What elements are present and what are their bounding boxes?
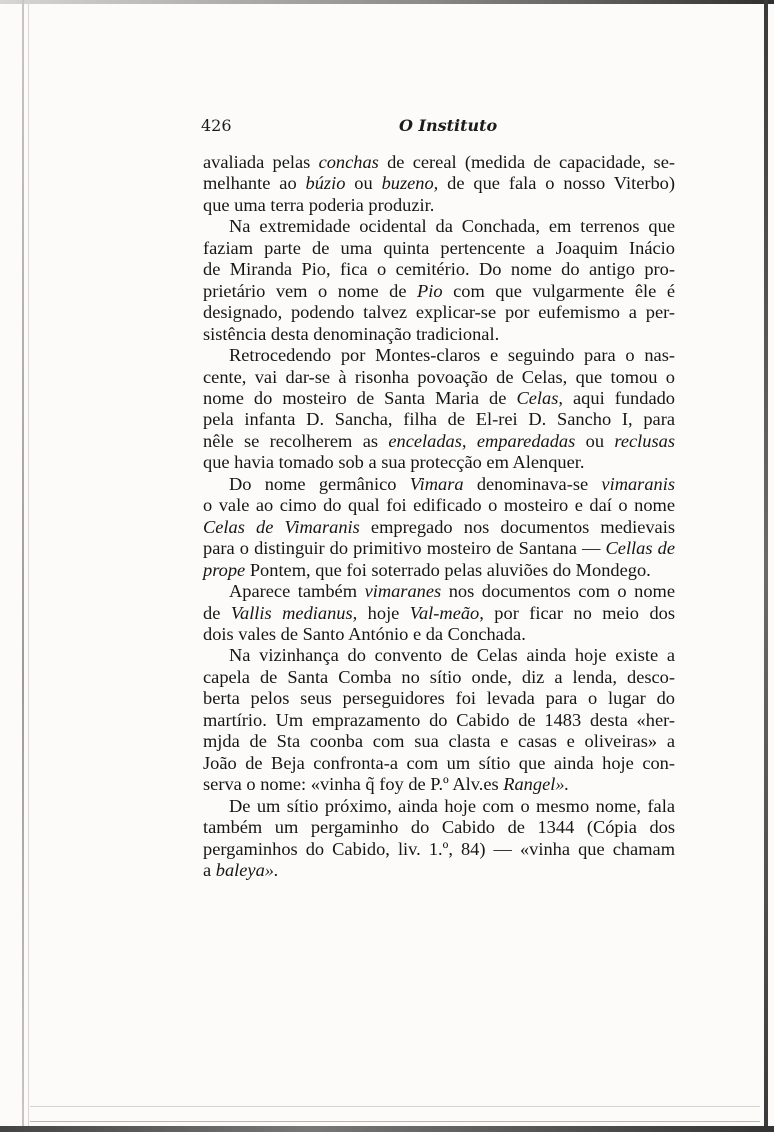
page-header (201, 116, 675, 140)
text-line: nêle se recolherem as enceladas, emparedadas ou reclusas (203, 430, 675, 451)
text-line: designado, podendo talvez explicar-se por eufemismo a per- (203, 302, 675, 323)
paragraph (203, 152, 675, 216)
text-line: a baleya». (203, 859, 279, 880)
page-number: 426 (201, 116, 232, 135)
text-line: martírio. Um emprazamento do Cabido de 1483 desta «her- (203, 709, 675, 730)
text-line: De um sítio próximo, ainda hoje com o mesmo nome, fala (229, 795, 675, 816)
paragraph (203, 474, 675, 581)
text-line: sistência desta denominação tradicional. (203, 323, 500, 344)
text-line: avaliada pelas conchas de cereal (medida de capacidade, se- (203, 152, 675, 172)
text-line: capela de Santa Comba no sítio onde, diz a lenda, desco- (203, 666, 675, 687)
scan-edge-left-inner (28, 0, 29, 1132)
paragraph (203, 216, 675, 345)
text-line: Celas de Vimaranis empregado nos documentos medievais (203, 516, 675, 537)
text-line: de Miranda Pio, fica o cemitério. Do nome do antigo pro- (203, 259, 675, 280)
text-line: prietário vem o nome de Pio com que vulgarmente êle é (203, 280, 675, 301)
text-line: faziam parte de uma quinta pertencente a Joaquim Inácio (203, 237, 675, 258)
text-line: dois vales de Santo António e da Conchada. (203, 623, 526, 644)
text-line: prope Pontem, que foi soterrado pelas aluviões do Mondego. (203, 559, 651, 580)
scan-edge-bottom (30, 1106, 760, 1122)
paragraph (203, 645, 675, 795)
text-line: mjda de Sta coonba com sua clasta e casas e oliveiras» a (203, 731, 675, 752)
text-line: Retrocedendo por Montes-claros e seguindo para o nas- (229, 345, 675, 366)
text-line: pela infanta D. Sancha, filha de El-rei D. Sancho I, para (203, 409, 675, 430)
text-line: pergaminhos do Cabido, liv. 1.º, 84) — «vinha que chamam (203, 838, 675, 859)
text-line: melhante ao búzio ou buzeno, de que fala o nosso Viterbo) (203, 173, 675, 194)
text-line: também um pergaminho do Cabido de 1344 (Cópia dos (203, 817, 675, 838)
text-line: serva o nome: «vinha q̃ foy de P.º Alv.es Rangel». (203, 774, 570, 795)
scan-edge-top (0, 0, 774, 4)
text-line: Aparece também vimaranes nos documentos com o nome (229, 581, 675, 602)
text-line: Na extremidade ocidental da Conchada, em terrenos que (229, 216, 675, 237)
text-line: João de Beja confronta-a com um sítio que ainda hoje con- (203, 752, 675, 773)
text-line: que uma terra poderia produzir. (203, 194, 435, 215)
text-line: cente, vai dar-se à risonha povoação de Celas, que tomou o (203, 366, 675, 387)
paragraph (203, 796, 675, 882)
text-line: o vale ao cimo do qual foi edificado o mosteiro e daí o nome (203, 495, 675, 516)
text-line: que havia tomado sob a sua protecção em Alenquer. (203, 452, 585, 473)
scan-edge-right (764, 0, 768, 1132)
running-title: O Instituto (399, 116, 498, 135)
text-line: Na vizinhança do convento de Celas ainda hoje existe a (229, 645, 675, 666)
scan-edge-bottom-dark (0, 1126, 774, 1132)
text-line: berta pelos seus perseguidores foi levada para o lugar do (203, 688, 675, 709)
body-text (203, 152, 675, 881)
scan-edge-left (22, 0, 24, 1132)
text-line: de Vallis medianus, hoje Val-meão, por ficar no meio dos (203, 602, 676, 623)
paragraph (203, 345, 675, 474)
text-line: nome do mosteiro de Santa Maria de Celas, aqui fundado (203, 387, 676, 408)
text-line: Do nome germânico Vimara denominava-se vimaranis (229, 473, 675, 494)
text-line: para o distinguir do primitivo mosteiro de Santana — Cellas de (203, 538, 675, 559)
paragraph (203, 581, 675, 645)
